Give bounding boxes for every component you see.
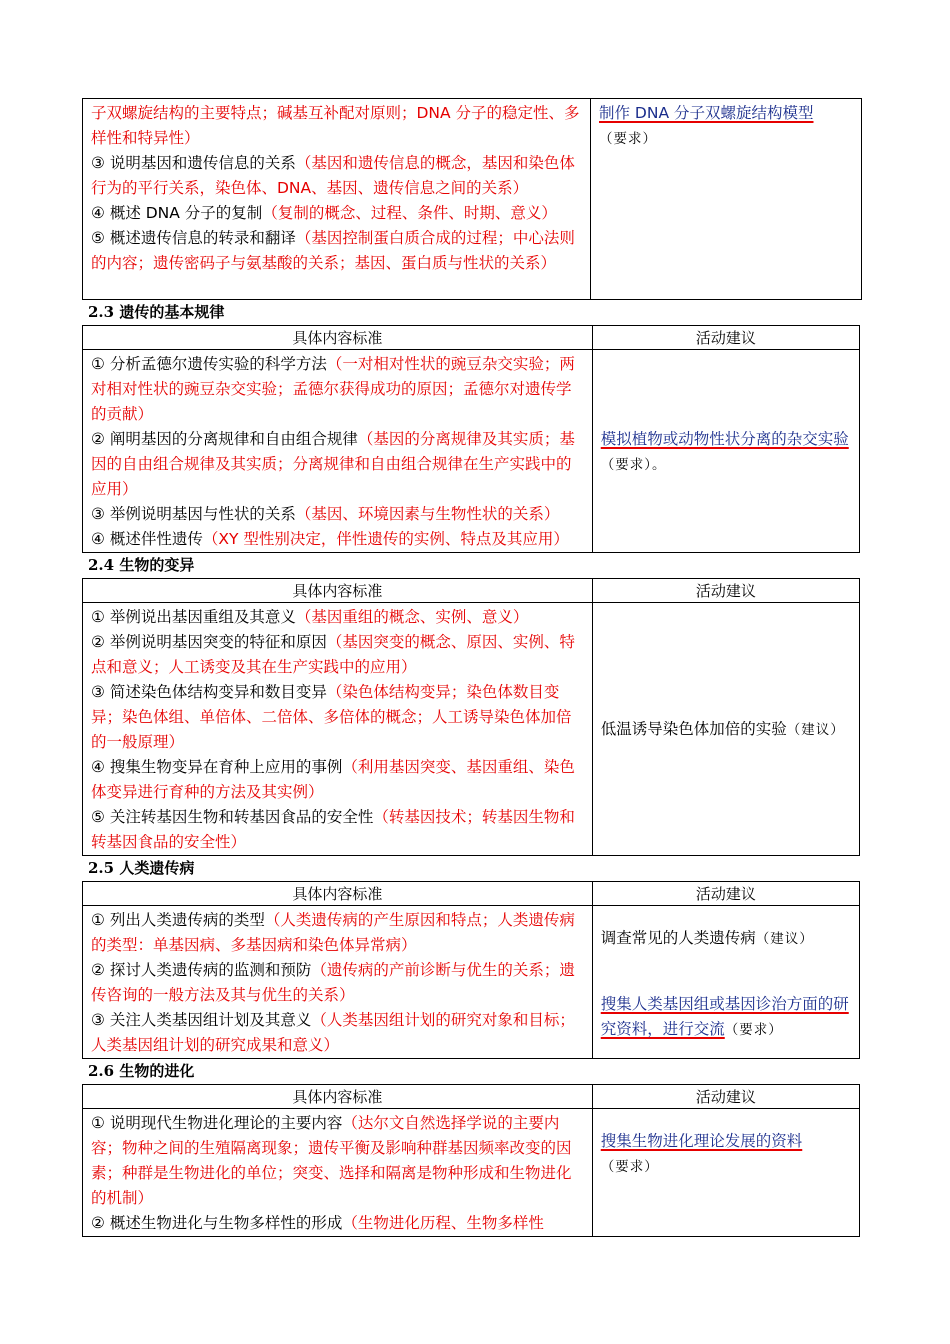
list-item: ⑤ 概述遗传信息的转录和翻译（基因控制蛋白质合成的过程；中心法则的内容；遗传密码子与氨基酸的关系；基因、蛋白质与性状的关系）: [91, 229, 575, 272]
list-item: ⑤ 关注转基因生物和转基因食品的安全性（转基因技术；转基因生物和转基因食品的安全性）: [91, 808, 575, 851]
activity-note: （要求）: [724, 1022, 783, 1038]
table-row: [83, 350, 860, 553]
content-standard-cell: [83, 906, 593, 1059]
activity-text: 低温诱导染色体加倍的实验: [600, 720, 787, 738]
activity-note: （建议）: [786, 722, 845, 738]
list-item: ③ 关注人类基因组计划及其意义（人类基因组计划的研究对象和目标；人类基因组计划的研究成果和意义）: [91, 1011, 575, 1054]
activity-item: [601, 952, 855, 1043]
activity-link[interactable]: 模拟植物或动物性状分离的杂交实验: [600, 429, 849, 448]
table-row: [83, 906, 860, 1059]
activity-note: （要求）: [600, 1159, 659, 1175]
section-title: 2.5 人类遗传病: [88, 859, 195, 877]
list-item: ① 列出人类遗传病的类型（人类遗传病的产生原因和特点；人类遗传病的类型：单基因病、多基因病和染色体异常病）: [91, 911, 575, 954]
table-row: [83, 99, 862, 300]
table-genetic-disease: [82, 881, 860, 1059]
table-header-row: [83, 326, 860, 350]
column-header-activity: 活动建议: [592, 326, 859, 350]
document-page: [82, 98, 860, 1237]
list-item: ④ 概述伴性遗传（XY 型性别决定，伴性遗传的实例、特点及其应用）: [91, 530, 569, 548]
list-item: ② 概述生物进化与生物多样性的形成（生物进化历程、生物多样性: [91, 1214, 544, 1232]
table-row: [83, 1109, 860, 1237]
activity-cell: [592, 603, 859, 856]
list-item: ④ 搜集生物变异在育种上应用的事例（利用基因突变、基因重组、染色体变异进行育种的方法及其实例）: [91, 758, 575, 801]
column-header-content: 具体内容标准: [83, 579, 593, 603]
list-item: ④ 概述 DNA 分子的复制（复制的概念、过程、条件、时期、意义）: [91, 204, 557, 222]
table-row: [83, 603, 860, 856]
activity-cell: [592, 350, 859, 553]
column-header-content: 具体内容标准: [83, 1085, 593, 1109]
activity-cell: [592, 1109, 859, 1237]
list-item: ③ 举例说明基因与性状的关系（基因、环境因素与生物性状的关系）: [91, 505, 560, 523]
activity-note: （要求）。: [600, 456, 667, 473]
list-item: ① 分析孟德尔遗传实验的科学方法（一对相对性状的豌豆杂交实验；两对相对性状的豌豆杂交实验；孟德尔获得成功的原因；孟德尔对遗传学的贡献）: [91, 355, 575, 423]
activity-note: （要求）: [599, 131, 657, 147]
activity-link[interactable]: 搜集生物进化理论发展的资料: [600, 1132, 803, 1150]
table-variation: [82, 578, 860, 856]
content-standard-cell: [83, 99, 591, 300]
content-standard-cell: [83, 603, 593, 856]
section-title: 2.4 生物的变异: [88, 556, 195, 574]
list-item: ① 举例说出基因重组及其意义（基因重组的概念、实例、意义）: [91, 608, 529, 626]
column-header-activity: 活动建议: [592, 1085, 859, 1109]
activity-item: [601, 1111, 855, 1180]
content-standard-cell: [83, 350, 593, 553]
activity-cell: [592, 906, 859, 1059]
section-title: 2.3 遗传的基本规律: [88, 303, 225, 321]
activity-note: （建议）: [755, 931, 814, 947]
table-header-row: [83, 1085, 860, 1109]
section-title: 2.6 生物的进化: [88, 1062, 195, 1080]
column-header-content: 具体内容标准: [83, 326, 593, 350]
activity-cell: [591, 99, 862, 300]
activity-text: 调查常见的人类遗传病: [600, 929, 756, 947]
column-header-activity: 活动建议: [592, 882, 859, 906]
column-header-content: 具体内容标准: [83, 882, 593, 906]
list-item: ③ 说明基因和遗传信息的关系（基因和遗传信息的概念，基因和染色体行为的平行关系，染色体、DNA、基因、遗传信息之间的关系）: [91, 154, 575, 197]
list-item: ① 说明现代生物进化理论的主要内容（达尔文自然选择学说的主要内容；物种之间的生殖隔离现象；遗传平衡及影响种群基因频率改变的因素；种群是生物进化的单位；突变、选择和隔离是物种形成和生物进化的机制）: [91, 1114, 572, 1207]
table-header-row: [83, 579, 860, 603]
table-header-row: [83, 882, 860, 906]
activity-link[interactable]: 制作 DNA 分子双螺旋结构模型: [599, 104, 814, 122]
list-item: ② 阐明基因的分离规律和自由组合规律（基因的分离规律及其实质；基因的自由组合规律及其实质；分离规律和自由组合规律在生产实践中的应用）: [91, 430, 575, 498]
table-evolution: [82, 1084, 860, 1237]
activity-link[interactable]: 搜集人类基因组或基因诊治方面的研究资料，进行交流: [600, 995, 849, 1038]
activity-item: [601, 908, 855, 952]
list-item: ② 探讨人类遗传病的监测和预防（遗传病的产前诊断与优生的关系；遗传咨询的一般方法及其与优生的关系）: [91, 961, 575, 1004]
content-standard-cell: [83, 1109, 593, 1237]
table-inheritance-laws: [82, 325, 860, 553]
list-item: ③ 简述染色体结构变异和数目变异（染色体结构变异；染色体数目变异；染色体组、单倍体、二倍体、多倍体的概念；人工诱导染色体加倍的一般原理）: [91, 683, 572, 751]
table-gene-structure: [82, 98, 862, 300]
column-header-activity: 活动建议: [592, 579, 859, 603]
list-item: 子双螺旋结构的主要特点；碱基互补配对原则；DNA 分子的稳定性、多样性和特异性）: [91, 104, 580, 147]
list-item: ② 举例说明基因突变的特征和原因（基因突变的概念、原因、实例、特点和意义；人工诱变及其在生产实践中的应用）: [91, 633, 575, 676]
